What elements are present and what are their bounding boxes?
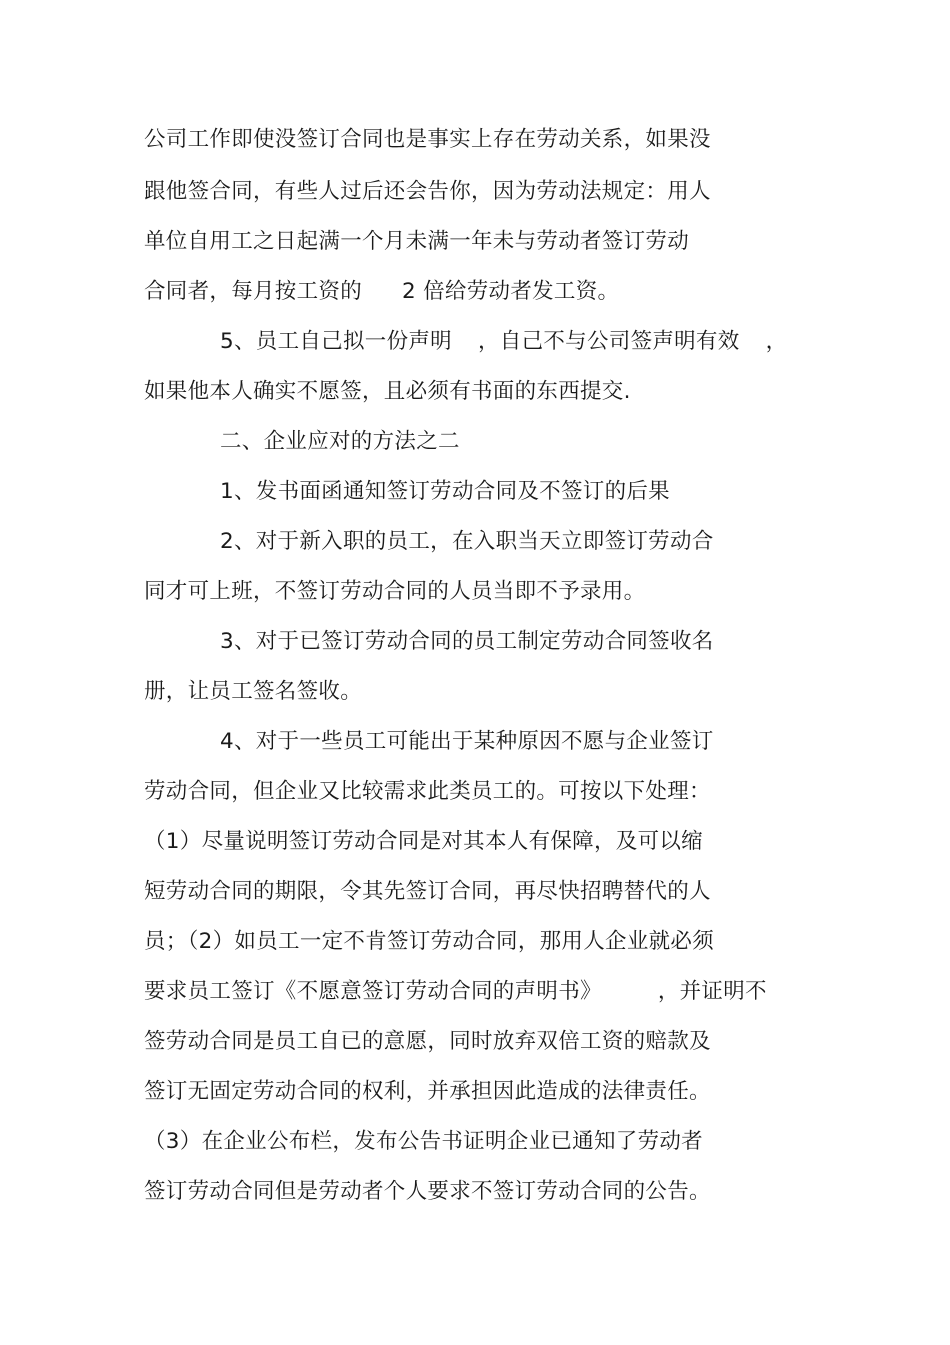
line-text: 3、对于已签订劳动合同的员工制定劳动合同签收名: [220, 629, 714, 654]
text-line-20: [144, 1077, 711, 1107]
line-text: （3）在企业公布栏，发布公告书证明企业已通知了劳动者: [144, 1129, 703, 1154]
line-text: ，自己不与公司签声明有效: [477, 329, 740, 354]
section-heading: [220, 427, 460, 457]
text-line-11: [220, 627, 714, 657]
text-line-14: [144, 777, 711, 807]
line-text: 册，让员工签名签收。: [144, 679, 363, 704]
line-text: ，并证明不: [657, 979, 767, 1004]
line-text: 2、对于新入职的员工，在入职当天立即签订劳动合: [220, 529, 714, 554]
line-text: 要求员工签订《不愿意签订劳动合同的声明书》: [144, 979, 602, 1004]
text-line-10: [144, 577, 645, 607]
text-line-13: [220, 727, 714, 757]
text-line-2: [144, 177, 711, 207]
line-text: 1、发书面函通知签订劳动合同及不签订的后果: [220, 479, 670, 504]
line-text: 公司工作即使没签订合同也是事实上存在劳动关系，如果没: [144, 127, 711, 152]
line-text: 5、员工自己拟一份声明: [220, 329, 452, 354]
text-line-21: [144, 1127, 703, 1157]
text-line-5: [220, 327, 787, 357]
line-text: （1）尽量说明签订劳动合同是对其本人有保障，及可以缩: [144, 829, 703, 854]
line-text: 员；（2）如员工一定不肯签订劳动合同，那用人企业就必须: [144, 929, 715, 954]
text-line-22: [144, 1177, 711, 1207]
line-text: 签订劳动合同但是劳动者个人要求不签订劳动合同的公告。: [144, 1179, 711, 1204]
text-line-18: [144, 977, 767, 1007]
line-text: 2 倍给劳动者发工资。: [402, 279, 620, 304]
text-line-16: [144, 877, 711, 907]
text-line-1: [144, 125, 711, 155]
line-text: 短劳动合同的期限，令其先签订合同，再尽快招聘替代的人: [144, 879, 711, 904]
line-text: 同才可上班，不签订劳动合同的人员当即不予录用。: [144, 579, 646, 604]
line-text: 劳动合同，但企业又比较需求此类员工的。可按以下处理：: [144, 779, 711, 804]
line-text: 签订无固定劳动合同的权利，并承担因此造成的法律责任。: [144, 1079, 711, 1104]
text-line-8: [220, 477, 670, 507]
line-text: 如果他本人确实不愿签，且必须有书面的东西提交.: [144, 379, 631, 404]
text-line-12: [144, 677, 362, 707]
line-text: 合同者，每月按工资的: [144, 279, 363, 304]
line-text: 4、对于一些员工可能出于某种原因不愿与企业签订: [220, 729, 714, 754]
line-text: 单位自用工之日起满一个月未满一年未与劳动者签订劳动: [144, 229, 690, 254]
text-line-15: [144, 827, 703, 857]
text-line-19: [144, 1027, 711, 1057]
text-line-9: [220, 527, 714, 557]
text-line-4: [144, 277, 619, 307]
line-text: ，: [765, 329, 788, 354]
line-text: 签劳动合同是员工自已的意愿，同时放弃双倍工资的赔款及: [144, 1029, 711, 1054]
line-text: 跟他签合同，有些人过后还会告你，因为劳动法规定：用人: [144, 179, 711, 204]
line-text: 二、企业应对的方法之二: [220, 429, 460, 454]
text-line-17: [144, 927, 714, 957]
text-line-3: [144, 227, 689, 257]
text-line-6: [144, 377, 631, 407]
